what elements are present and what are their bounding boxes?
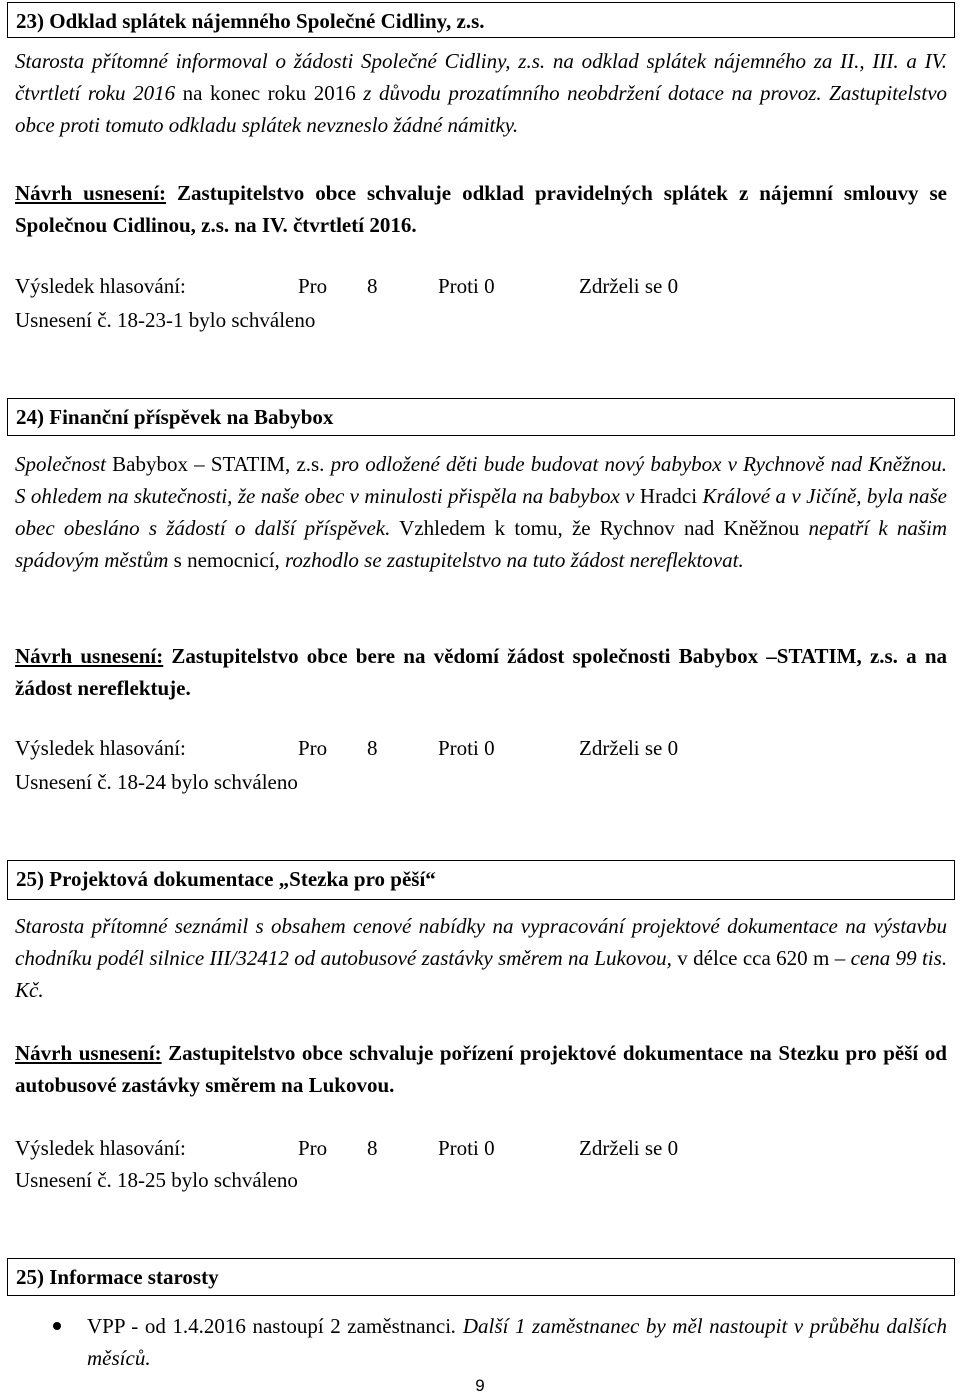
section-25-vote: Výsledek hlasování: Pro 8 Proti 0 Zdrželi se 0 [15,1136,679,1160]
section-25-proposal: Návrh usnesení: Zastupitelstvo obce schvaluje pořízení projektové dokumentace na Stezku pro pěší od autobusové zastávky směrem na Lukovou. [15,1041,947,1097]
section-25-body [15,910,947,1006]
section-23-vote: Výsledek hlasování: Pro 8 Proti 0 Zdrželi se 0 [15,274,679,298]
section-24-body [15,448,947,576]
section-25-heading: 25) Projektová dokumentace „Stezka pro pěší“ [7,860,955,900]
section-24-heading: 24) Finanční příspěvek na Babybox [7,398,955,436]
section-23-heading: 23) Odklad splátek nájemného Společné Cidliny, z.s. [7,2,955,38]
section-26-heading: 25) Informace starosty [7,1258,955,1296]
section-23-paragraph: Starosta přítomné informoval o žádosti Společné Cidliny, z.s. na odklad splátek nájemného za II., III. a IV. čtvrtletí roku 2016 na konec roku 2016 z důvodu prozatímního neobdržení dotace na provoz. Zastupitelstvo obce proti tomuto odkladu splátek nevzneslo žádné námitky. [15,49,948,137]
section-24-resolution: Usnesení č. 18-24 bylo schváleno [15,770,298,794]
section-25-resolution: Usnesení č. 18-25 bylo schváleno [15,1168,298,1192]
bullet-icon [53,1322,61,1330]
section-25-paragraph: Starosta přítomné seznámil s obsahem cenové nabídky na vypracování projektové dokumentace na výstavbu chodníku podél silnice III/32412 od autobusové zastávky směrem na Lukovou, v délce cca 620 m – cena 99 tis. Kč. [15,914,948,1002]
page-number: 9 [475,1376,485,1395]
section-24-vote: Výsledek hlasování: Pro 8 Proti 0 Zdrželi se 0 [15,736,679,760]
section-24-paragraph: Společnost Babybox – STATIM, z.s. pro odložené děti bude budovat nový babybox v Rychnově nad Kněžnou. S ohledem na skutečnosti, že naše obec v minulosti přispěla na babybox v Hradci Králové a v Jičíně, byla naše obec obesláno s žádostí o další příspěvek. Vzhledem k tomu, že Rychnov nad Kněžnou nepatří k našim spádovým městům s nemocnicí, rozhodlo se zastupitelstvo na tuto žádost nereflektovat. [15,452,948,572]
section-23-proposal: Návrh usnesení: Zastupitelstvo obce schvaluje odklad pravidelných splátek z nájemní smlouvy se Společnou Cidlinou, z.s. na IV. čtvrtletí 2016. [15,181,947,237]
section-23-resolution: Usnesení č. 18-23-1 bylo schváleno [15,308,316,332]
section-24-proposal: Návrh usnesení: Zastupitelstvo obce bere na vědomí žádost společnosti Babybox –STATIM, z.s. a na žádost nereflektuje. [15,644,948,700]
section-23-body [15,45,947,141]
list-item: VPP - od 1.4.2016 nastoupí 2 zaměstnanci. Další 1 zaměstnanec by měl nastoupit v průběhu dalších měsíců. [15,1310,947,1374]
